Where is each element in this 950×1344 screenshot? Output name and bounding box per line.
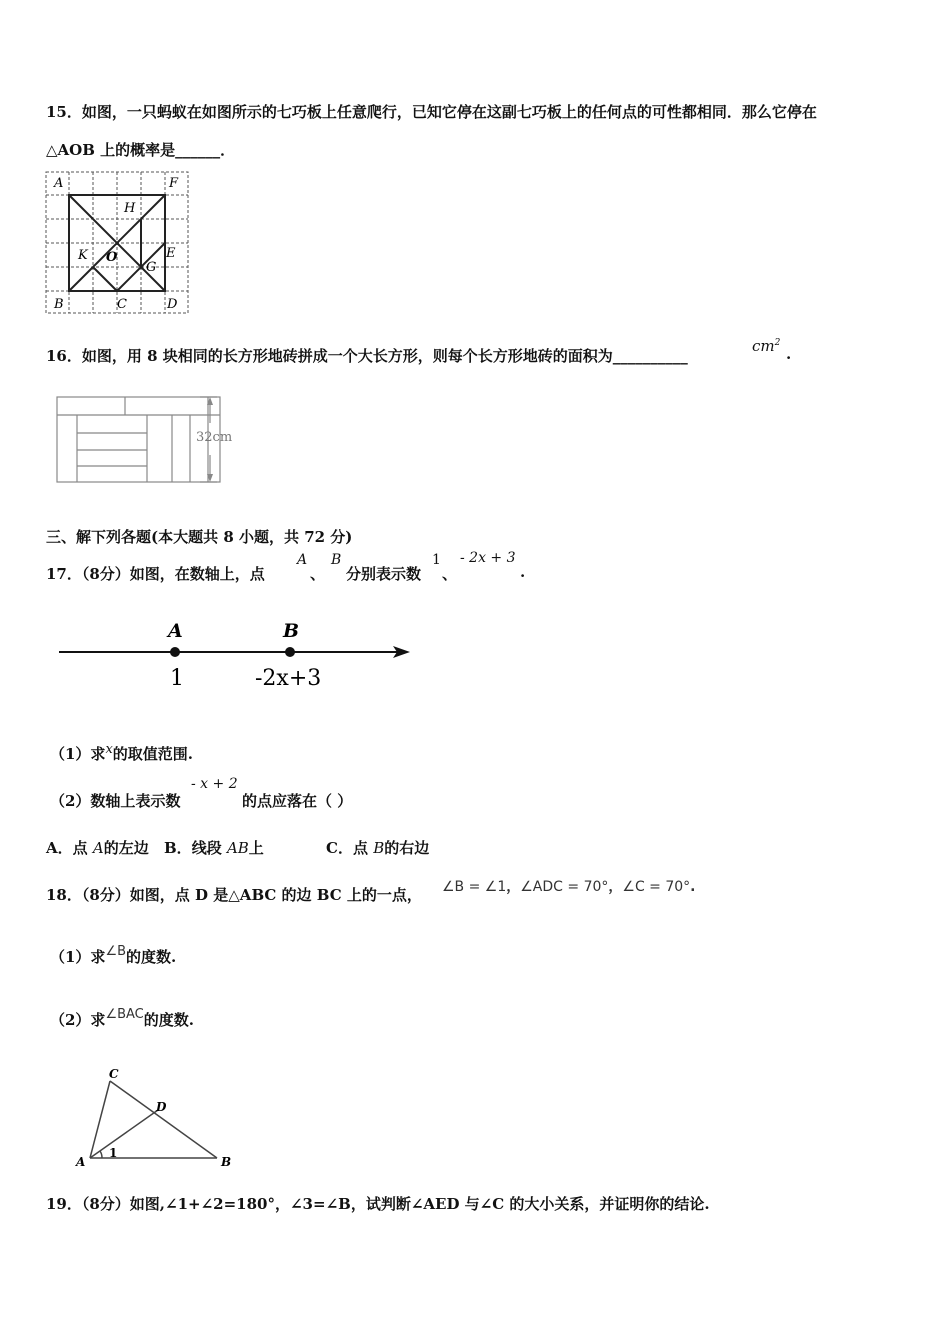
q17-num1: 1	[432, 552, 441, 568]
point-A-dot	[170, 647, 180, 657]
q18-part1: （1）求∠B的度数.	[50, 944, 177, 966]
q16-tiles-figure	[55, 393, 245, 485]
section-title: 三、解下列各题(本大题共 8 小题，共 72 分)	[46, 528, 353, 546]
numline-label-A: A	[168, 620, 183, 642]
q17-part2-a: （2）数轴上表示数	[50, 792, 181, 810]
q17-expr: - 2x + 3	[460, 550, 516, 566]
q19-text: 19．（8分）如图,∠1+∠2=180°，∠3=∠B，试判断∠AED 与∠C 的大小关系，并证明你的结论.	[46, 1195, 710, 1213]
numline-value-B: -2x+3	[255, 666, 322, 691]
label-E: E	[166, 246, 176, 261]
label-C: C	[117, 297, 127, 312]
q17-option-a[interactable]: A．点 A的左边	[46, 839, 149, 857]
numline-label-B: B	[283, 620, 300, 642]
label-H: H	[124, 201, 136, 216]
q15-line1: 15．如图，一只蚂蚁在如图所示的七巧板上任意爬行，已知它停在这副七巧板上的任何点的可性都相同．那么它停在	[46, 103, 817, 121]
label-32cm: 32cm	[196, 430, 233, 445]
tri-label-A: A	[76, 1155, 86, 1169]
label-G: G	[146, 260, 157, 275]
q18-part2: （2）求∠BAC的度数.	[50, 1007, 194, 1029]
numline-value-A: 1	[170, 666, 184, 691]
label-B: B	[54, 297, 64, 312]
q18-conditions: ∠B = ∠1，∠ADC = 70°，∠C = 70°.	[442, 879, 696, 895]
tri-label-D: D	[156, 1100, 167, 1114]
q17-prefix: 17．（8分）如图，在数轴上，点	[46, 565, 265, 583]
tri-label-C: C	[109, 1067, 119, 1081]
tri-label-B: B	[221, 1155, 232, 1169]
q16-unit: $cm^2$	[752, 337, 781, 355]
q17-part2-expr: - x + 2	[191, 776, 238, 792]
q17-pointB: B	[331, 552, 342, 568]
q17-end: .	[520, 563, 526, 581]
label-K: K	[78, 248, 88, 263]
q17-pointA: A	[297, 552, 308, 568]
label-D: D	[167, 297, 178, 312]
point-B-dot	[285, 647, 295, 657]
q17-sep2: 、	[442, 565, 458, 583]
q18-triangle-figure	[72, 1065, 242, 1171]
q17-part2-b: 的点应落在（ ）	[242, 792, 353, 810]
q17-number-line	[55, 615, 415, 695]
q17-part1: （1）求x的取值范围.	[50, 742, 194, 763]
q17-sep1: 、	[310, 565, 326, 583]
q16-text: 16．如图，用 8 块相同的长方形地砖拼成一个大长方形，则每个长方形地砖的面积为__________	[46, 347, 688, 365]
q18-text: 18．（8分）如图，点 D 是△ABC 的边 BC 上的一点，	[46, 886, 422, 904]
tri-label-angle1: 1	[109, 1146, 118, 1160]
q17-mid: 分别表示数	[346, 565, 422, 583]
q15-line2: △AOB 上的概率是______．	[46, 141, 236, 159]
q15-tangram-figure	[44, 170, 192, 316]
label-O: O	[106, 250, 118, 265]
q17-option-b[interactable]: B．线段 AB上	[164, 839, 264, 857]
q16-end: .	[786, 345, 792, 363]
label-F: F	[169, 176, 179, 191]
q17-option-c[interactable]: C．点 B的右边	[326, 839, 430, 857]
label-A: A	[54, 176, 64, 191]
